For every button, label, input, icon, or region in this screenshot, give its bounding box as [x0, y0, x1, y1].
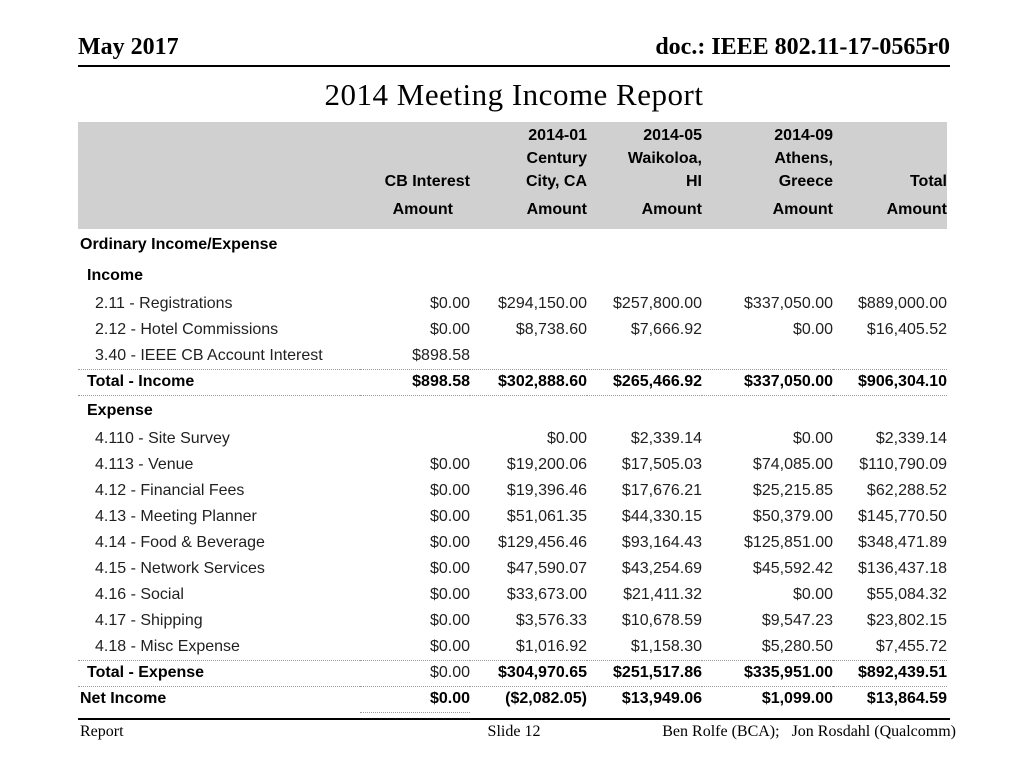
table-row — [78, 634, 947, 660]
row-label: Income — [87, 266, 144, 284]
row-label: 4.113 - Venue — [95, 456, 194, 473]
cell-value: $1,158.30 — [587, 634, 702, 660]
cell-value: $21,411.32 — [623, 586, 702, 603]
cell-value: $335,951.00 — [702, 660, 833, 686]
row-label: 4.17 - Shipping — [95, 612, 203, 629]
cell-value: $0.00 — [546, 430, 587, 447]
cell-value: $0.00 — [429, 295, 470, 312]
column-header-total: Total Amount — [886, 173, 947, 218]
cell-value: $257,800.00 — [613, 295, 702, 312]
table-row — [78, 317, 947, 343]
row-label: 4.13 - Meeting Planner — [95, 508, 257, 525]
column-header-cb-interest: CB Interest Amount — [384, 173, 470, 218]
cell-value: $17,676.21 — [621, 482, 702, 499]
cell-value: $19,200.06 — [506, 456, 587, 473]
cell-value: $2,339.14 — [630, 430, 702, 447]
cell-value: $251,517.86 — [587, 660, 702, 686]
table-row — [78, 343, 947, 369]
cell-value — [587, 229, 702, 260]
footer-authors: Ben Rolfe (BCA); Jon Rosdahl (Qualcomm) — [662, 722, 956, 740]
table-row — [78, 395, 947, 426]
row-label: Ordinary Income/Expense — [80, 235, 278, 253]
cell-value: $93,164.43 — [621, 534, 702, 551]
cell-value — [833, 395, 947, 426]
cell-value: $51,061.35 — [506, 508, 587, 525]
page-title: 2014 Meeting Income Report — [324, 77, 704, 112]
cell-value: $7,455.72 — [833, 634, 947, 660]
row-label: Net Income — [80, 690, 167, 708]
cell-value: $13,949.06 — [621, 690, 702, 708]
cell-value: $44,330.15 — [621, 508, 702, 525]
row-label: 4.18 - Misc Expense — [78, 634, 360, 660]
cell-value: $8,738.60 — [515, 321, 587, 338]
cell-value — [360, 260, 470, 291]
cell-value: $33,673.00 — [506, 586, 587, 603]
cell-value — [470, 260, 587, 291]
income-table-body — [78, 229, 947, 712]
cell-value — [360, 229, 470, 260]
cell-value: $25,215.85 — [752, 482, 833, 499]
cell-value: $0.00 — [360, 634, 470, 660]
table-row — [78, 504, 947, 530]
slide-header — [78, 34, 950, 67]
footer-divider — [78, 718, 950, 720]
row-label: 4.12 - Financial Fees — [95, 482, 245, 499]
cell-value: $892,439.51 — [833, 660, 947, 686]
cell-value: $0.00 — [792, 321, 833, 338]
footer-report-label: Report — [80, 722, 124, 740]
cell-value: $7,666.92 — [630, 321, 702, 338]
table-row — [78, 478, 947, 504]
table-row — [78, 452, 947, 478]
cell-value: $74,085.00 — [752, 456, 833, 473]
cell-value: $294,150.00 — [498, 295, 587, 312]
cell-value — [470, 395, 587, 426]
cell-value: $47,590.07 — [506, 560, 587, 577]
row-label: 4.16 - Social — [95, 586, 184, 603]
table-row — [78, 530, 947, 556]
cell-value: $0.00 — [429, 612, 470, 629]
cell-value: $110,790.09 — [859, 456, 947, 473]
cell-value: $19,396.46 — [506, 482, 587, 499]
cell-value — [833, 229, 947, 260]
column-header-2014-01: 2014-01 Century City, CA Amount — [525, 127, 587, 218]
cell-value: ($2,082.05) — [505, 690, 587, 708]
cell-value: $302,888.60 — [470, 369, 587, 395]
cell-value — [587, 343, 702, 369]
table-row — [78, 260, 947, 291]
cell-value: $0.00 — [429, 534, 470, 551]
footer-slide-number: Slide 12 — [487, 722, 541, 740]
cell-value: $145,770.50 — [858, 508, 947, 525]
cell-value: $337,050.00 — [702, 369, 833, 395]
cell-value — [360, 426, 470, 452]
cell-value: $129,456.46 — [498, 534, 587, 551]
row-label: 3.40 - IEEE CB Account Interest — [78, 343, 360, 369]
cell-value: $3,576.33 — [515, 612, 587, 629]
row-label: 2.11 - Registrations — [95, 295, 233, 312]
cell-value: $906,304.10 — [833, 369, 947, 395]
cell-value: $0.00 — [429, 482, 470, 499]
cell-value: $125,851.00 — [744, 534, 833, 551]
table-row — [78, 660, 947, 686]
cell-value: $16,405.52 — [866, 321, 947, 338]
table-row — [78, 608, 947, 634]
cell-value — [702, 229, 833, 260]
cell-value: $13,864.59 — [866, 690, 947, 708]
cell-value — [833, 343, 947, 369]
cell-value — [470, 229, 587, 260]
table-row — [78, 229, 947, 260]
cell-value — [587, 395, 702, 426]
cell-value — [702, 343, 833, 369]
cell-value: $0.00 — [429, 586, 470, 603]
cell-value: $5,280.50 — [702, 634, 833, 660]
cell-value: $43,254.69 — [621, 560, 702, 577]
column-header-2014-05: 2014-05 Waikoloa, HI Amount — [627, 127, 702, 218]
cell-value — [587, 260, 702, 291]
header-doc-number: doc.: IEEE 802.11-17-0565r0 — [655, 34, 950, 60]
cell-value: $0.00 — [360, 686, 470, 712]
cell-value: $337,050.00 — [744, 295, 833, 312]
cell-value: $898.58 — [360, 369, 470, 395]
column-header-2014-09: 2014-09 Athens, Greece Amount — [772, 127, 833, 218]
cell-value: $50,379.00 — [752, 508, 833, 525]
cell-value: $0.00 — [360, 660, 470, 686]
row-label: Total - Expense — [78, 660, 360, 686]
income-table-header — [78, 122, 947, 229]
row-label: 4.14 - Food & Beverage — [95, 534, 265, 551]
column-header-accounts — [78, 122, 360, 229]
cell-value: $136,437.18 — [858, 560, 947, 577]
cell-value: $348,471.89 — [858, 534, 947, 551]
table-row — [78, 582, 947, 608]
income-table — [78, 122, 947, 713]
cell-value — [470, 343, 587, 369]
cell-value: $0.00 — [429, 508, 470, 525]
row-label: Expense — [87, 401, 153, 419]
cell-value: $1,099.00 — [761, 690, 833, 708]
cell-value: $898.58 — [360, 343, 470, 369]
cell-value: $23,802.15 — [866, 612, 947, 629]
cell-value: $17,505.03 — [621, 456, 702, 473]
cell-value: $0.00 — [429, 321, 470, 338]
row-label: 4.110 - Site Survey — [95, 430, 230, 447]
table-row — [78, 369, 947, 395]
cell-value: $1,016.92 — [470, 634, 587, 660]
cell-value: $45,592.42 — [752, 560, 833, 577]
table-row — [78, 426, 947, 452]
cell-value: $0.00 — [792, 586, 833, 603]
cell-value: $0.00 — [792, 430, 833, 447]
cell-value: $9,547.23 — [761, 612, 833, 629]
row-label: Total - Income — [78, 369, 360, 395]
row-label: 4.15 - Network Services — [95, 560, 265, 577]
cell-value: $62,288.52 — [866, 482, 947, 499]
cell-value: $10,678.59 — [621, 612, 702, 629]
table-row — [78, 686, 947, 712]
cell-value: $889,000.00 — [858, 295, 947, 312]
cell-value — [833, 260, 947, 291]
cell-value: $55,084.32 — [866, 586, 947, 603]
header-date: May 2017 — [78, 34, 179, 60]
cell-value — [702, 260, 833, 291]
cell-value: $0.00 — [429, 560, 470, 577]
cell-value: $304,970.65 — [470, 660, 587, 686]
row-label: 2.12 - Hotel Commissions — [95, 321, 279, 338]
cell-value: $2,339.14 — [875, 430, 947, 447]
table-row — [78, 291, 947, 317]
cell-value — [360, 395, 470, 426]
slide-footer — [78, 722, 956, 747]
cell-value: $265,466.92 — [587, 369, 702, 395]
cell-value — [702, 395, 833, 426]
cell-value: $0.00 — [429, 456, 470, 473]
table-row — [78, 556, 947, 582]
